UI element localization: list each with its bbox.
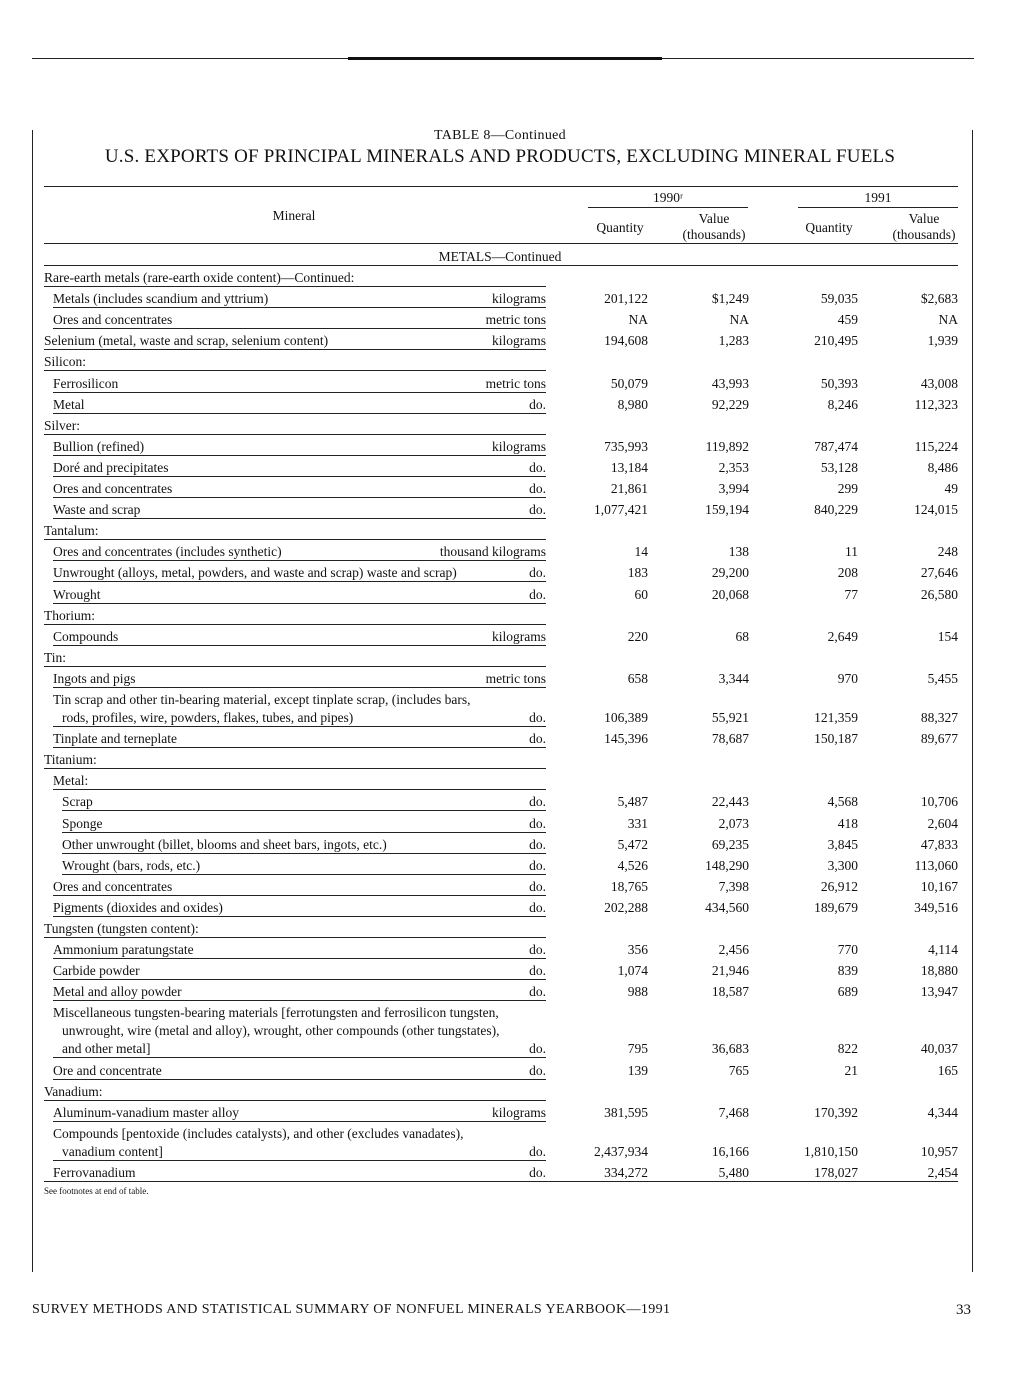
table-row bbox=[0, 308, 1036, 329]
table-row bbox=[0, 350, 1036, 371]
quantity-1990-cell: 13,184 bbox=[610, 459, 648, 475]
row-label: Doré and precipitates bbox=[53, 459, 169, 475]
table-row bbox=[0, 688, 1036, 727]
quantity-1990-cell: 334,272 bbox=[604, 1164, 648, 1180]
value-1990-cell: 68 bbox=[735, 628, 749, 644]
row-unit: metric tons bbox=[485, 375, 546, 391]
quantity-1990-cell: 139 bbox=[627, 1062, 648, 1078]
row-label: Ore and concentrate bbox=[53, 1062, 162, 1078]
table-row bbox=[0, 393, 1036, 414]
table-row bbox=[0, 625, 1036, 646]
value-1991-cell: 115,224 bbox=[914, 438, 958, 454]
row-label: Carbide powder bbox=[53, 963, 140, 979]
row-label: Sponge bbox=[62, 815, 103, 831]
page-number: 33 bbox=[956, 1302, 971, 1318]
value-1990-cell: 148,290 bbox=[705, 857, 749, 873]
table-row bbox=[0, 604, 1036, 625]
row-label: Silver: bbox=[44, 417, 80, 433]
row-unit: do. bbox=[529, 984, 546, 1000]
table-row bbox=[0, 917, 1036, 938]
table-row bbox=[0, 727, 1036, 748]
value-1990-cell: 3,994 bbox=[718, 481, 749, 496]
row-label: Ingots and pigs bbox=[53, 670, 136, 686]
row-label: Metals (includes scandium and yttrium) bbox=[53, 291, 269, 307]
row-label: Ammonium paratungstate bbox=[53, 942, 194, 958]
footnote: See footnotes at end of table. bbox=[44, 1186, 149, 1196]
row-unit: do. bbox=[529, 942, 546, 958]
table-row bbox=[0, 372, 1036, 393]
quantity-1990-cell: 1,077,421 bbox=[594, 502, 648, 518]
quantity-1990-cell: 50,079 bbox=[610, 375, 648, 391]
row-unit: do. bbox=[529, 1062, 546, 1078]
quantity-1991-cell: 770 bbox=[837, 942, 858, 958]
header-value-label: Value bbox=[908, 211, 940, 226]
value-1991-cell: 4,114 bbox=[928, 942, 958, 958]
row-unit: kilograms bbox=[492, 628, 546, 644]
value-1991-cell: 47,833 bbox=[920, 836, 958, 852]
value-1990-cell: $1,249 bbox=[711, 291, 749, 307]
quantity-1990-cell: 202,288 bbox=[604, 899, 648, 915]
header-quantity-1990: Quantity bbox=[596, 220, 644, 235]
quantity-1990-cell: 194,608 bbox=[604, 333, 648, 349]
quantity-1990-cell: 183 bbox=[627, 565, 648, 581]
quantity-1990-cell: 14 bbox=[634, 544, 648, 560]
quantity-1990-cell: 2,437,934 bbox=[594, 1143, 648, 1159]
quantity-1990-cell: 201,122 bbox=[604, 291, 648, 307]
row-label: Ores and concentrates bbox=[53, 312, 173, 328]
quantity-1991-cell: 4,568 bbox=[827, 794, 858, 810]
quantity-1990-cell: 4,526 bbox=[617, 857, 648, 873]
value-1990-cell: 138 bbox=[728, 544, 749, 560]
value-1991-cell: 113,060 bbox=[914, 857, 958, 873]
row-label: Selenium (metal, waste and scrap, selenium content) bbox=[44, 333, 329, 349]
quantity-1990-cell: 220 bbox=[627, 628, 648, 644]
table-row bbox=[0, 1080, 1036, 1101]
table-row bbox=[0, 329, 1036, 350]
quantity-1991-cell: 1,810,150 bbox=[804, 1143, 858, 1159]
row-label: vanadium content] bbox=[62, 1143, 163, 1159]
value-1991-cell: 88,327 bbox=[920, 710, 958, 725]
quantity-1991-cell: 121,359 bbox=[814, 710, 858, 725]
value-1990-cell: 7,398 bbox=[718, 878, 749, 894]
header-quantity-1991: Quantity bbox=[805, 220, 853, 235]
quantity-1990-cell: 106,389 bbox=[604, 710, 648, 725]
value-1990-cell: 119,892 bbox=[705, 438, 749, 454]
value-1990-cell: 16,166 bbox=[711, 1143, 749, 1159]
row-label: Compounds bbox=[53, 628, 119, 644]
quantity-1991-cell: 459 bbox=[837, 312, 858, 328]
quantity-1990-cell: 988 bbox=[627, 984, 648, 1000]
value-1990-cell: 43,993 bbox=[711, 375, 749, 391]
quantity-1990-cell: 356 bbox=[627, 942, 648, 958]
value-1991-cell: 49 bbox=[944, 481, 958, 496]
quantity-1991-cell: 822 bbox=[837, 1041, 858, 1057]
value-1990-cell: 2,456 bbox=[718, 942, 749, 958]
table-row bbox=[0, 833, 1036, 854]
table-row bbox=[0, 667, 1036, 688]
header-rule-1991 bbox=[798, 207, 958, 208]
row-label: Tin: bbox=[44, 649, 67, 665]
value-1991-cell: 1,939 bbox=[927, 333, 958, 349]
quantity-1991-cell: 970 bbox=[837, 670, 858, 686]
header-year-1990: 1990ʳ bbox=[653, 190, 683, 205]
row-label: Scrap bbox=[62, 794, 93, 810]
value-1990-cell: 5,480 bbox=[718, 1164, 749, 1180]
table-row bbox=[0, 875, 1036, 896]
value-1991-cell: 8,486 bbox=[927, 459, 958, 475]
row-label: Metal: bbox=[53, 773, 89, 789]
quantity-1990-cell: 735,993 bbox=[604, 438, 648, 454]
value-1990-cell: 78,687 bbox=[711, 731, 749, 747]
value-1990-cell: 3,344 bbox=[718, 670, 749, 686]
value-1990-cell: 2,353 bbox=[718, 459, 749, 475]
value-1991-cell: 154 bbox=[937, 628, 958, 644]
row-label: Ores and concentrates (includes synthetic) bbox=[53, 544, 282, 560]
row-unit: do. bbox=[529, 710, 546, 725]
table-row bbox=[0, 854, 1036, 875]
row-label: Wrought bbox=[53, 586, 101, 602]
header-year-1991: 1991 bbox=[864, 190, 892, 205]
row-unit: do. bbox=[529, 1164, 546, 1180]
value-1991-cell: 124,015 bbox=[914, 502, 958, 518]
quantity-1991-cell: 26,912 bbox=[820, 878, 858, 894]
row-label: Metal and alloy powder bbox=[53, 984, 182, 1000]
value-1990-cell: 92,229 bbox=[711, 396, 749, 412]
table-row bbox=[0, 1059, 1036, 1080]
row-label: Tungsten (tungsten content): bbox=[44, 921, 199, 936]
quantity-1990-cell: 18,765 bbox=[610, 878, 648, 894]
row-label: Compounds [pentoxide (includes catalysts), and other (excludes vanadates), bbox=[53, 1125, 464, 1141]
row-rule bbox=[44, 1181, 958, 1182]
row-unit: do. bbox=[529, 731, 546, 747]
header-value-unit: (thousands) bbox=[682, 227, 746, 242]
table-row bbox=[0, 646, 1036, 667]
table-row bbox=[0, 1161, 1036, 1182]
row-label: Thorium: bbox=[44, 607, 95, 623]
value-1991-cell: 26,580 bbox=[920, 586, 958, 602]
row-label: Pigments (dioxides and oxides) bbox=[53, 899, 223, 915]
row-label: Vanadium: bbox=[44, 1083, 103, 1099]
header-value-1990 bbox=[672, 211, 756, 243]
row-label: Waste and scrap bbox=[53, 502, 141, 518]
value-1991-cell: 27,646 bbox=[920, 565, 958, 581]
quantity-1991-cell: 3,300 bbox=[827, 857, 858, 873]
row-label: Ferrosilicon bbox=[53, 375, 119, 391]
quantity-1991-cell: 418 bbox=[837, 815, 858, 831]
quantity-1990-cell: 5,487 bbox=[617, 794, 648, 810]
value-1991-cell: 4,344 bbox=[927, 1104, 958, 1120]
quantity-1991-cell: 839 bbox=[837, 963, 858, 979]
quantity-1991-cell: 3,845 bbox=[827, 836, 858, 852]
row-unit: do. bbox=[529, 857, 546, 873]
value-1990-cell: 159,194 bbox=[705, 502, 749, 518]
value-1991-cell: 40,037 bbox=[920, 1041, 958, 1057]
row-unit: do. bbox=[529, 899, 546, 915]
table-row bbox=[0, 456, 1036, 477]
quantity-1991-cell: 178,027 bbox=[814, 1164, 858, 1180]
quantity-1991-cell: 189,679 bbox=[814, 899, 858, 915]
quantity-1991-cell: 689 bbox=[837, 984, 858, 1000]
value-1991-cell: 13,947 bbox=[920, 984, 958, 1000]
row-label: Rare-earth metals (rare-earth oxide content)—Continued: bbox=[44, 270, 355, 285]
row-label: Tinplate and terneplate bbox=[53, 731, 177, 747]
value-1990-cell: 7,468 bbox=[718, 1104, 749, 1120]
row-label: Wrought (bars, rods, etc.) bbox=[62, 857, 201, 873]
table-row bbox=[0, 980, 1036, 1001]
quantity-1990-cell: 5,472 bbox=[617, 836, 648, 852]
quantity-1990-cell: 8,980 bbox=[617, 396, 648, 412]
table-row bbox=[0, 287, 1036, 308]
row-label: and other metal] bbox=[62, 1041, 151, 1057]
row-label: Unwrought (alloys, metal, powders, and waste and scrap) waste and scrap) bbox=[53, 565, 457, 581]
row-unit: do. bbox=[529, 396, 546, 412]
row-unit: do. bbox=[529, 836, 546, 852]
quantity-1990-cell: 21,861 bbox=[610, 481, 648, 496]
value-1991-cell: 349,516 bbox=[914, 899, 958, 915]
header-rule-top bbox=[44, 186, 958, 187]
table-row bbox=[0, 435, 1036, 456]
table-row bbox=[0, 583, 1036, 604]
row-label: Bullion (refined) bbox=[53, 438, 145, 454]
row-unit: do. bbox=[529, 963, 546, 979]
value-1990-cell: 21,946 bbox=[711, 963, 749, 979]
value-1991-cell: 18,880 bbox=[920, 963, 958, 979]
row-label: Other unwrought (billet, blooms and sheet bars, ingots, etc.) bbox=[62, 836, 387, 852]
row-unit: kilograms bbox=[492, 1104, 546, 1120]
quantity-1990-cell: 331 bbox=[627, 815, 648, 831]
value-1991-cell: 10,957 bbox=[920, 1143, 958, 1159]
row-label: Ores and concentrates bbox=[53, 481, 173, 496]
table-row bbox=[0, 938, 1036, 959]
quantity-1990-cell: 381,595 bbox=[604, 1104, 648, 1120]
quantity-1991-cell: 59,035 bbox=[820, 291, 858, 307]
row-label: Silicon: bbox=[44, 354, 87, 370]
value-1991-cell: 10,167 bbox=[920, 878, 958, 894]
value-1991-cell: 248 bbox=[937, 544, 958, 560]
value-1991-cell: 112,323 bbox=[914, 396, 958, 412]
quantity-1991-cell: 21 bbox=[844, 1062, 858, 1078]
table-row bbox=[0, 477, 1036, 498]
table-row bbox=[0, 790, 1036, 811]
row-unit: do. bbox=[529, 565, 546, 581]
row-unit: do. bbox=[529, 1143, 546, 1159]
quantity-1991-cell: 77 bbox=[844, 586, 858, 602]
value-1990-cell: 2,073 bbox=[718, 815, 749, 831]
row-label: Tantalum: bbox=[44, 523, 99, 539]
row-unit: kilograms bbox=[492, 333, 546, 349]
quantity-1991-cell: 170,392 bbox=[814, 1104, 858, 1120]
table-row bbox=[0, 561, 1036, 582]
header-mineral: Mineral bbox=[272, 208, 316, 223]
row-unit: do. bbox=[529, 1041, 546, 1057]
table-row bbox=[0, 959, 1036, 980]
row-unit: do. bbox=[529, 586, 546, 602]
table-row bbox=[0, 266, 1036, 287]
value-1990-cell: 434,560 bbox=[705, 899, 749, 915]
row-label: Miscellaneous tungsten-bearing materials [ferrotungsten and ferrosilicon tungsten, bbox=[53, 1005, 499, 1021]
quantity-1991-cell: 208 bbox=[837, 565, 858, 581]
quantity-1991-cell: 11 bbox=[845, 544, 858, 560]
table-row bbox=[0, 519, 1036, 540]
row-label: Ores and concentrates bbox=[53, 878, 173, 894]
header-value-label: Value bbox=[698, 211, 730, 226]
quantity-1991-cell: 8,246 bbox=[827, 396, 858, 412]
value-1990-cell: 765 bbox=[728, 1062, 749, 1078]
value-1990-cell: NA bbox=[729, 312, 749, 328]
row-unit: do. bbox=[529, 878, 546, 894]
quantity-1991-cell: 210,495 bbox=[814, 333, 858, 349]
row-label: Tin scrap and other tin-bearing material, except tinplate scrap, (includes bars, bbox=[53, 692, 471, 707]
table-row bbox=[0, 498, 1036, 519]
quantity-1991-cell: 2,649 bbox=[827, 628, 858, 644]
row-label: rods, profiles, wire, powders, flakes, tubes, and pipes) bbox=[62, 710, 354, 725]
row-unit: do. bbox=[529, 815, 546, 831]
row-label: unwrought, wire (metal and alloy), wrought, other compounds (other tungstates), bbox=[62, 1023, 500, 1039]
table-title: U.S. EXPORTS OF PRINCIPAL MINERALS AND PRODUCTS, EXCLUDING MINERAL FUELS bbox=[104, 146, 896, 167]
table-row bbox=[0, 414, 1036, 435]
row-unit: kilograms bbox=[492, 291, 546, 307]
value-1991-cell: 2,454 bbox=[927, 1164, 958, 1180]
row-label: Titanium: bbox=[44, 752, 97, 768]
row-label: Ferrovanadium bbox=[53, 1164, 136, 1180]
value-1990-cell: 69,235 bbox=[711, 836, 749, 852]
value-1991-cell: 10,706 bbox=[920, 794, 958, 810]
table-row bbox=[0, 1001, 1036, 1058]
row-unit: do. bbox=[529, 502, 546, 518]
table-caption: TABLE 8—Continued bbox=[434, 128, 566, 143]
table-row bbox=[0, 540, 1036, 561]
table-row bbox=[0, 748, 1036, 769]
value-1990-cell: 36,683 bbox=[711, 1041, 749, 1057]
top-rule-thick bbox=[348, 57, 662, 60]
value-1990-cell: 20,068 bbox=[711, 586, 749, 602]
quantity-1991-cell: 299 bbox=[837, 481, 858, 496]
row-unit: do. bbox=[529, 459, 546, 475]
row-unit: thousand kilograms bbox=[439, 544, 546, 560]
table-row bbox=[0, 1122, 1036, 1161]
quantity-1990-cell: 145,396 bbox=[604, 731, 648, 747]
quantity-1990-cell: 795 bbox=[627, 1041, 648, 1057]
row-unit: do. bbox=[529, 794, 546, 810]
quantity-1990-cell: NA bbox=[628, 312, 648, 328]
row-label: Metal bbox=[53, 396, 85, 412]
value-1991-cell: 2,604 bbox=[927, 815, 958, 831]
quantity-1991-cell: 787,474 bbox=[814, 438, 858, 454]
value-1991-cell: 43,008 bbox=[920, 375, 958, 391]
header-value-1991 bbox=[882, 211, 966, 243]
value-1990-cell: 29,200 bbox=[711, 565, 749, 581]
quantity-1991-cell: 50,393 bbox=[820, 375, 858, 391]
value-1991-cell: 89,677 bbox=[920, 731, 958, 747]
section-heading: METALS—Continued bbox=[438, 249, 562, 264]
value-1991-cell: 165 bbox=[937, 1062, 958, 1078]
row-unit: do. bbox=[529, 481, 546, 496]
value-1991-cell: NA bbox=[938, 312, 958, 328]
table-row bbox=[0, 1101, 1036, 1122]
quantity-1991-cell: 53,128 bbox=[820, 459, 858, 475]
quantity-1990-cell: 1,074 bbox=[617, 963, 648, 979]
table-row bbox=[0, 812, 1036, 833]
value-1991-cell: 5,455 bbox=[927, 670, 958, 686]
value-1990-cell: 18,587 bbox=[711, 984, 749, 1000]
value-1990-cell: 1,283 bbox=[718, 333, 749, 349]
table-row bbox=[0, 769, 1036, 790]
header-rule-1990 bbox=[588, 207, 748, 208]
header-value-unit: (thousands) bbox=[892, 227, 956, 242]
quantity-1991-cell: 840,229 bbox=[814, 502, 858, 518]
quantity-1990-cell: 658 bbox=[627, 670, 648, 686]
value-1990-cell: 55,921 bbox=[711, 710, 749, 725]
value-1991-cell: $2,683 bbox=[920, 291, 958, 307]
row-unit: kilograms bbox=[492, 438, 546, 454]
publication-footer: SURVEY METHODS AND STATISTICAL SUMMARY OF NONFUEL MINERALS YEARBOOK—1991 bbox=[32, 1302, 671, 1317]
quantity-1990-cell: 60 bbox=[634, 586, 648, 602]
row-unit: metric tons bbox=[485, 312, 546, 328]
quantity-1991-cell: 150,187 bbox=[814, 731, 858, 747]
header-rule-bottom bbox=[44, 243, 958, 244]
row-label: Aluminum-vanadium master alloy bbox=[53, 1104, 239, 1120]
value-1990-cell: 22,443 bbox=[711, 794, 749, 810]
row-unit: metric tons bbox=[485, 670, 546, 686]
table-row bbox=[0, 896, 1036, 917]
